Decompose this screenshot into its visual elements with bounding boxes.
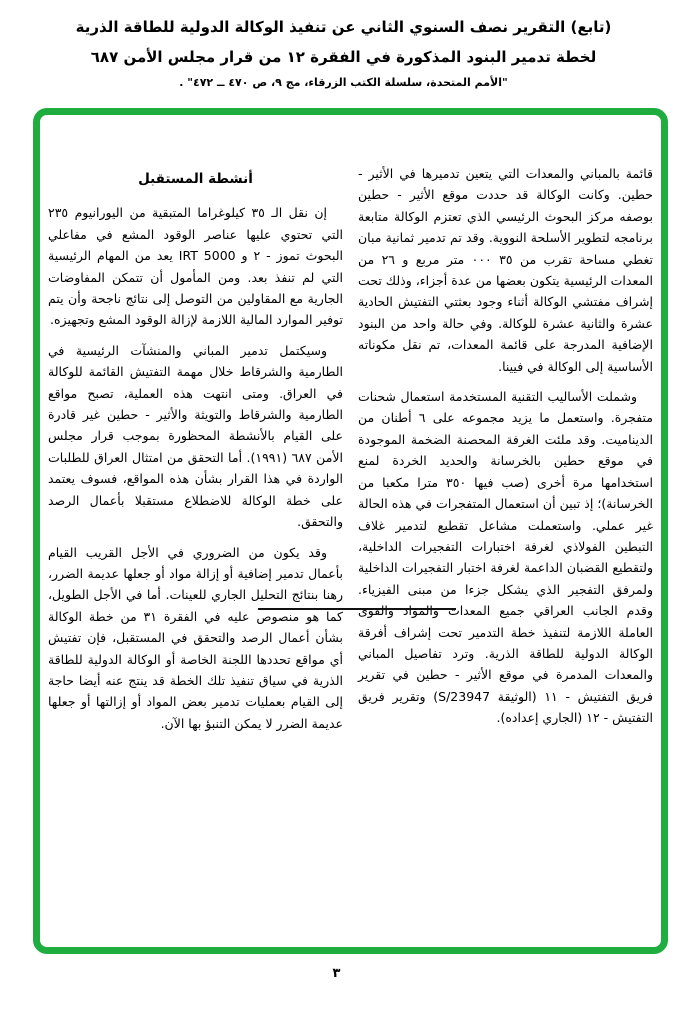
left-column [48,163,343,743]
paragraph-techniques: وشملت الأساليب التقنية المستخدمة استعمال شحنات متفجرة. واستعمل ما يزيد مجموعه على ٦ أطنان من الديناميت. وقد ملئت الغرفة المحصنة الضخمة الموجودة في موقع حطين بالخرسانة والحديد الخردة لمنع استخدامها مرة أخرى (صب فيها ٣٥٠ مترا مكعبا من الخرسانة)؛ إذ تبين أن استعمال المتفجرات في هذه الحالة غير عملي. واستعملت مشاعل تقطيع لتدمير غلاف التبطين الفولاذي لغرفة اختبارات التفجيرات الداخلية، ولتقطيع القضبان الداعمة لغرفة اختبار التفجيرات الداخلية ولمرفق التفجير الذي يشكل جزءا من مبنى الفيزياء. وقدم الجانب العراقي جميع المعدات والمواد والقوى العاملة اللازمة لتنفيذ خطة التدمير تحت إشراف أفرقة الوكالة الدولية للطاقة الذرية. وترد تفاصيل المباني والمعدات المدمرة في موقع الأثير - حطين في تقرير فريق التفتيش - ١١ (الوثيقة S/23947) وتقرير فريق التفتيش - ١٢ (الجاري إعداده). [358,389,653,726]
section-heading-future-activities: أنشطة المستقبل [138,171,253,187]
page-number: ٣ [332,966,341,981]
title-line-2: لخطة تدمير البنود المذكورة في الفقرة ١٢ من قرار مجلس الأمن ٦٨٧ [90,48,597,66]
two-column-text-area [40,115,661,743]
paragraph-future-monitoring: وقد يكون من الضروري في الأجل القريب القيام بأعمال تدمير إضافية أو إزالة مواد أو جعلها عديمة الضرر، رهنا بنتائج التحليل الجاري للعينات. أما في الأجل الطويل، كما هو منصوص عليه في الفقرة ٣١ من خطة الوكالة بشأن أعمال الرصد والتحقق في المستقبل، فإن تفتيش أي مواقع تحددها اللجنة الخاصة أو الوكالة الدولية للطاقة الذرية في سياق تنفيذ تلك الخطة قد ينتج عنه أيضا حاجة إلى القيام بعمليات تدمير بعض المواد أو إزالتها أو جعلها عديمة الضرر لا يمكن التنبؤ بها الآن. [48,544,344,731]
end-of-document-rule [258,608,456,610]
paragraph-continuation: قائمة بالمباني والمعدات التي يتعين تدميرها في الأثير - حطين. وكانت الوكالة قد حددت موقع الأثير - حطين بوصفه مركز البحوث الرئيسي الذي تعتزم الوكالة متابعة برنامجه لتطوير الأسلحة النووية. وقد تم تدمير ثمانية مبان تغطي مساحة تقرب من ٣٥ ٠٠٠ متر مربع و ٢٦ من المعدات الرئيسية يتكون بعضها من عدة أجزاء، وذلك تحت إشراف مفتشي الوكالة أثناء وجود بعثتي التفتيش الحادية عشرة والثانية عشرة للوكالة. وفي حالة واحد من البنود الإضافية المدرجة على قائمة المعدات، تم نقل مكوناته الأساسية إلى الوكالة في فيينا. [358,166,653,374]
paragraph-site-destruction: وسيكتمل تدمير المباني والمنشآت الرئيسية في الطارمية والشرقاط خلال مهمة التفتيش القائمة للوكالة في العراق. ومتى انتهت هذه العملية، تصبح مواقع الطارمية والشرقاط والتويثة والأثير - حطين غير قادرة على القيام بالأنشطة المحظورة بموجب قرار مجلس الأمن ٦٨٧ (١٩٩١). أما التحقق من امتثال العراق للطلبات الواردة في هذا القرار بشأن هذه المواقع، فسوف يعتمد على خطة الوكالة للاضطلاع مستقبلا بأعمال الرصد والتحقق. [48,342,343,530]
title-line-1: (تابع) التقرير نصف السنوي الثاني عن تنفيذ الوكالة الدولية للطاقة الذرية [75,18,612,36]
right-column [358,163,653,738]
document-title-block [0,12,687,94]
source-citation-line: "الأمم المتحدة، سلسلة الكتب الزرقاء، مج ٩، ص ٤٧٠ ــ ٤٧٢" . [179,76,508,89]
green-border-frame [33,108,668,954]
paragraph-uranium-transfer: إن نقل الـ ٣٥ كيلوغراما المتبقية من اليورانيوم ٢٣٥ التي تحتوي عليها عناصر الوقود المشع في مفاعلي البحوث تموز - ٢ و IRT 5000 يعد من المهام الرئيسية التي لم تنفذ بعد. ومن المأمول أن تتمكن المفاوضات الجارية مع المقاولين من التوصل إلى نتائج ناجحة وأن يتم توفير الموارد المالية اللازمة لإزالة الوقود المشع وتجهيزه. [48,205,343,328]
